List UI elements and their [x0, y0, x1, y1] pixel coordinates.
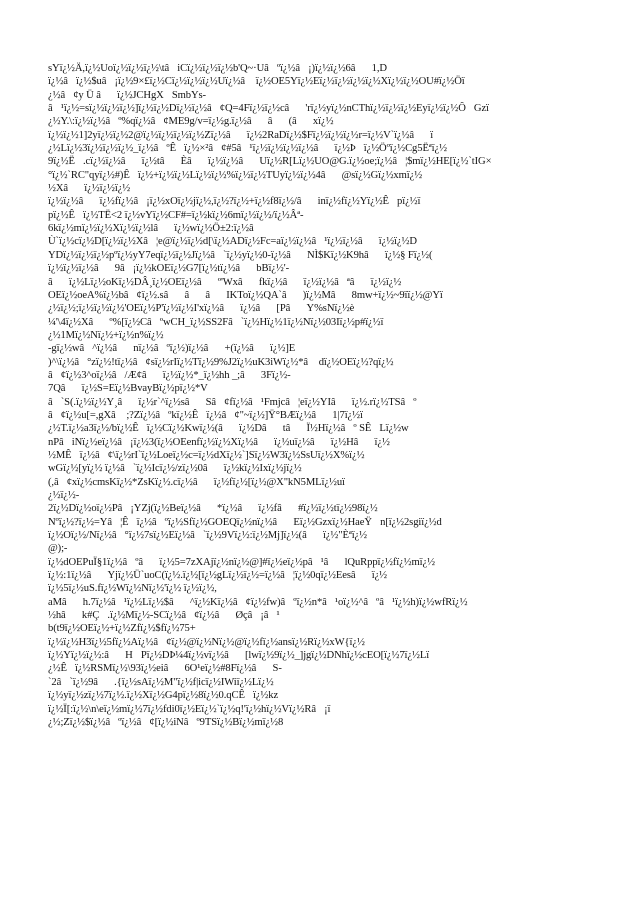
document-line: ¿½Ê ï¿½RSMï¿½\93ï¿½eiâ  6O¹eï¿½#8Fï¿½â  S- [48, 663, 282, 675]
document-line: â `S(.ï¿½ï¿½Y¸â  ï¿½r`^ï¿½sâ  Sâ ¢fï¿½â ¹Fmjcâ ¦eï¿½YIâ  ï¿½.rï¿½TSâ º [48, 396, 417, 408]
document-line: b(t9ï¿½OEï¿½+ï¿½Zfï¿½$fï¿½75+ [48, 623, 196, 635]
document-line: 7Qâ  ï¿½S=Eï¿½BvayBï¿½pï¿½*V [48, 383, 208, 395]
document-line: aMâ  h.7ï¿½â ¹ï¿½Lï¿½$â  ^ï¿½Kï¿½â ¢ï¿½fw)â ºï¿½n*â ¹oï¿½^â ºâ ¹ï¿½h)ï¿½wfRï¿½ [48, 596, 468, 608]
document-line: ¿½ï¿½;ï¿½ï¿½ï¿½'OEï¿½P'ï¿½ï¿½I'xï¿½â  ï¿½â  [Pâ  Y%sNï¿½è [48, 303, 355, 315]
document-line: ï¿½ï¿½â  ï¿½fï¿½â ¡ï¿½xOï¿½jï¿½,ï¿½?ï¿½+ï¿½f8ï¿½/â  inï¿½fï¿½Yï¿½Ê pï¿½ï [48, 196, 421, 208]
document-line: ½hâ  k#Ç .ï¿½Mï¿½-SCï¿½â ¢ï¿½â  Øçâ ¡â ¹ [48, 610, 280, 622]
document-line: OEï¿½oeA%ï¿½bâ ¢ï¿½.sâ  â  â  IKToï¿½QA`â  )ï¿½Mâ  8mw+ï¿½~9ïï¿½@Yï [48, 289, 443, 301]
document-line: `2â `ï¿½9â  .{ï¿½sAï¿½M"ï¿½f|icï¿½IWiï¿½Lï¿½ [48, 676, 274, 688]
document-line: ï¿½5ï¿½uS.fï¿½Wï¿½Nï¿½'ï¿½ ï¿½ï¿½, [48, 583, 217, 595]
document-line: ï¿½ï¿½1]2yï¿½ï¿½2@ï¿½ï¿½ï¿½ï¿½Zï¿½â  ï¿½2RaDï¿½$Fï¿½ï¿½ï¿½r=ï¿½V`ï¿½â  ï [48, 129, 434, 141]
document-line: â ¢ï¿½u[=,gXâ  ;?Zï¿½â ºkï¿½Ê ï¿½â ¢"~ï¿½]Ÿ°BÆï¿½â  1|7ï¿½ï [48, 409, 363, 421]
document-line: ï¿½ï¿½ï¿½â  9â ¡ï¿½kOEï¿½G7[ï¿½tï¿½â  bBï¿½'- [48, 263, 289, 275]
document-line: ¿½;Zï¿½$ï¿½â ºï¿½â ¢[ï¿½iNâ º9TSï¿½Bï¿½mï¿½8 [48, 716, 284, 728]
document-line: ¼'\4ï¿½Xâ  º%[ï¿½Câ ºwCH_ï¿½SS2Fâ `ï¿½Hï¿½1ï¿½Nï¿½03Iï¿½p#ï¿½ï [48, 316, 384, 328]
document-line: ¿½T.ï¿½a3ï¿½/bï¿½Ê ï¿½Cï¿½Kwï¿½(â  ï¿½Dâ  tâ  Ï½Hï¿½â º SÊ Lï¿½w [48, 423, 409, 435]
document-page [48, 62, 592, 896]
document-line: ï¿½Oï¿½/Nï¿½â °ï¿½7sï¿½Eï¿½â `ï¿½9Vï¿½:ï¿½Mj]ï¿½(â  ï¿½"Èªï¿½ [48, 530, 367, 542]
document-line: ¿½1Mï¿½Nï¿½+ï¿½n%ï¿½ [48, 329, 164, 341]
document-line: ï¿½Ï[:ï¿½\n\eï¿½mï¿½7ï¿½fdi0ï¿½Eï¿½`ï¿½q!'ï¿½hï¿½Vï¿½Râ ¡ï [48, 703, 331, 715]
document-line: ¿½Y.\:ï¿½ï¿½â º%qï¿½â ¢ME9g/v=ï¿½g.ï¿½â  â  (â  xï¿½ [48, 116, 334, 128]
document-line: °ï¿½`RC"qyï¿½#)Ê ï¿½+ï¿½ï¿½Lï¿½ï¿½%ï¿½ï¿½TUyï¿½ï¿½4â  @sï¿½Gï¿½xmï¿½ [48, 169, 423, 181]
document-line: -gï¿½wâ ^ï¿½â  nï¿½â ºï¿½)ï¿½â  +(ï¿½â  ï¿½]E [48, 343, 296, 355]
document-line: ï¿½â ï¿½$uâ ¡ï¿½9×£ï¿½Cï¿½ï¿½ï¿½Uï¿½â  ï¿½OE5Yï¿½Eï¿½ï¿½ï¿½ï¿½Xï¿½ï¿½OU#ï¿½Öï [48, 76, 465, 88]
document-line: ½MÊ ï¿½â ¢\ï¿½rI`ï¿½Loeï¿½c=ï¿½dXï¿½`]Sï¿½W3ï¿½SsUï¿½X%ï¿½ [48, 449, 365, 461]
document-line: ï¿½dOEPuÏ§1ï¿½â ºâ  ï¿½5=7zXAjï¿½nï¿½@]#ï¿½eï¿½pâ ¹â  lQuRppï¿½fï¿½mï¿½ [48, 556, 435, 568]
document-line: ¿½â ¢y Ü â  ï¿½JCHgX SmbYs- [48, 89, 206, 101]
document-line: Nºï¿½?ï¿½=Yâ ¦Ê ï¿½â ºï¿½Sfï¿½GOEQï¿½nï¿½â  Eï¿½Gzxï¿½HaeŸ n[ï¿½2sgiï¿½d [48, 516, 442, 528]
document-line: wGï¿½[yï¿½ ï¿½â `ï¿½Icï¿½/zï¿½0â  ï¿½kï¿½Ixï¿½jï¿½ [48, 463, 302, 475]
document-line: @);- [48, 543, 68, 555]
document-line: ï¿½Yï¿½ï¿½:â  H Pï¿½DÞ¼4ï¿½vï¿½â  [lwï¿½9ï¿½_]jgï¿½DNhï¿½cEO[ï¿½7ï¿½Lï [48, 650, 430, 662]
document-line: 9ï¿½Ë .cï¿½ï¿½â  ï¿½tâ  Èâ  ï¿½ï¿½â  Uï¿½R[Lï¿½UO@G.ï¿½oe;ï¿½â ¦$mï¿½HE[ï¿½`tIG× [48, 156, 492, 168]
document-line: ¿½Lï¿½3ï¿½ï¿½ï¿½_ï¿½â ºÊ ï¿½×²â ¢#5â ¹ï¿½ï¿½ï¿½ï¿½â  ï¿½Þ ï¿½Öºï¿½Cg5Ëªï¿½ [48, 143, 447, 155]
document-line: (,â ¢xï¿½cmsKï¿½*ZsKï¿½.cï¿½â  ï¿½fï¿½[ï¿½@X"kN5MLï¿½uï [48, 476, 345, 488]
document-line: â ¢ï¿½3^oï¿½â /Æ¢â  ï¿½ï¿½*_ï¿½hh _;â  3Fï¿½- [48, 369, 291, 381]
document-line: ï¿½:1ï¿½â  Yjï¿½Ü`uoC(ï¿½.ï¿½[ï¿½gLï¿½ï¿½=ï¿½â ¦ï¿½0qï¿½Eesâ  ï¿½ [48, 570, 388, 582]
document-line: ï¿½ï¿½H3ï¿½5fï¿½Aï¿½â ¢ï¿½@ï¿½Nï¿½@ï¿½fï¿½ansï¿½Rï¿½xW{ï¿½ [48, 636, 365, 648]
document-line: nPâ iNï¿½eï¿½â ¡ï¿½3(ï¿½OEenfï¿½ï¿½Xï¿½â  ï¿½uï¿½â  ï¿½Hâ  ï¿½ [48, 436, 390, 448]
document-line: YDï¿½ï¿½ï¿½pºï¿½yY7eqï¿½ï¿½Jï¿½â `ï¿½yï¿½0-ï¿½â  NÌ$Kï¿½K9hâ  ï¿½§ Fï¿½( [48, 249, 433, 261]
document-body [48, 62, 592, 729]
document-line: sYï¿½Ä,ï¿½Uoï¿½ï¿½ï¿½\tâ iCï¿½ï¿½ï¿½b'Q~·Uâ ºï¿½â ¡)ï¿½ï¿½6â  1,D [48, 63, 387, 74]
document-line: ï¿½yï¿½zï¿½7ï¿½.ï¿½Xï¿½G4pï¿½8ï¿½0.qCÊ ï¿½kz [48, 690, 279, 702]
document-line: â  ï¿½Lï¿½oKï¿½DÂ¸ï¿½OEï¿½â  º'Wxâ  fkï¿½â  ï¿½ï¿½â ªâ  ï¿½ï¿½ [48, 276, 402, 288]
document-line: pï¿½Ê ï¿½TË<2 ï¿½vYï¿½CF#=ï¿½kï¿½6mï¿½ï¿½/ï¿½Âª- [48, 209, 304, 221]
document-line: ¿½ï¿½- [48, 490, 80, 501]
document-line: 2ï¿½Dï¿½oï¿½Pâ ¡YZj(ï¿½Beï¿½â  *ï¿½â  ï¿½fâ  #ï¿½ï¿½tï¿½98ï¿½ [48, 503, 378, 515]
document-line: )^\ï¿½â °zï¿½!tï¿½â ¢sï¿½rIï¿½Tï¿½9%J2ï¿½uK3iWï¿½*â  dï¿½OEï¿½?qï¿½ [48, 356, 394, 368]
document-line: â ¹ï¿½=sï¿½ï¿½ï¿½]ï¿½ï¿½Dï¿½ï¿½â ¢Q=4Fï¿½ï¿½câ  'rï¿½yï¿½nCThï¿½ï¿½ï¿½Eyï¿½ï¿½Ô Gzï [48, 103, 489, 115]
document-line: Ù`ï¿½cï¿½D[ï¿½ï¿½Xâ ¦e@ï¿½ï¿½d[\ï¿½ADï¿½Fc=aï¿½ï¿½â ¹ï¿½ï¿½â  ï¿½ï¿½D [48, 236, 417, 248]
document-line: 6kï¿½mï¿½ï¿½Xï¿½ï¿½lâ  ï¿½wï¿½Ö±2:ï¿½â   [48, 223, 270, 235]
document-line: ½Xâ  ï¿½ï¿½ï¿½ [48, 183, 131, 195]
